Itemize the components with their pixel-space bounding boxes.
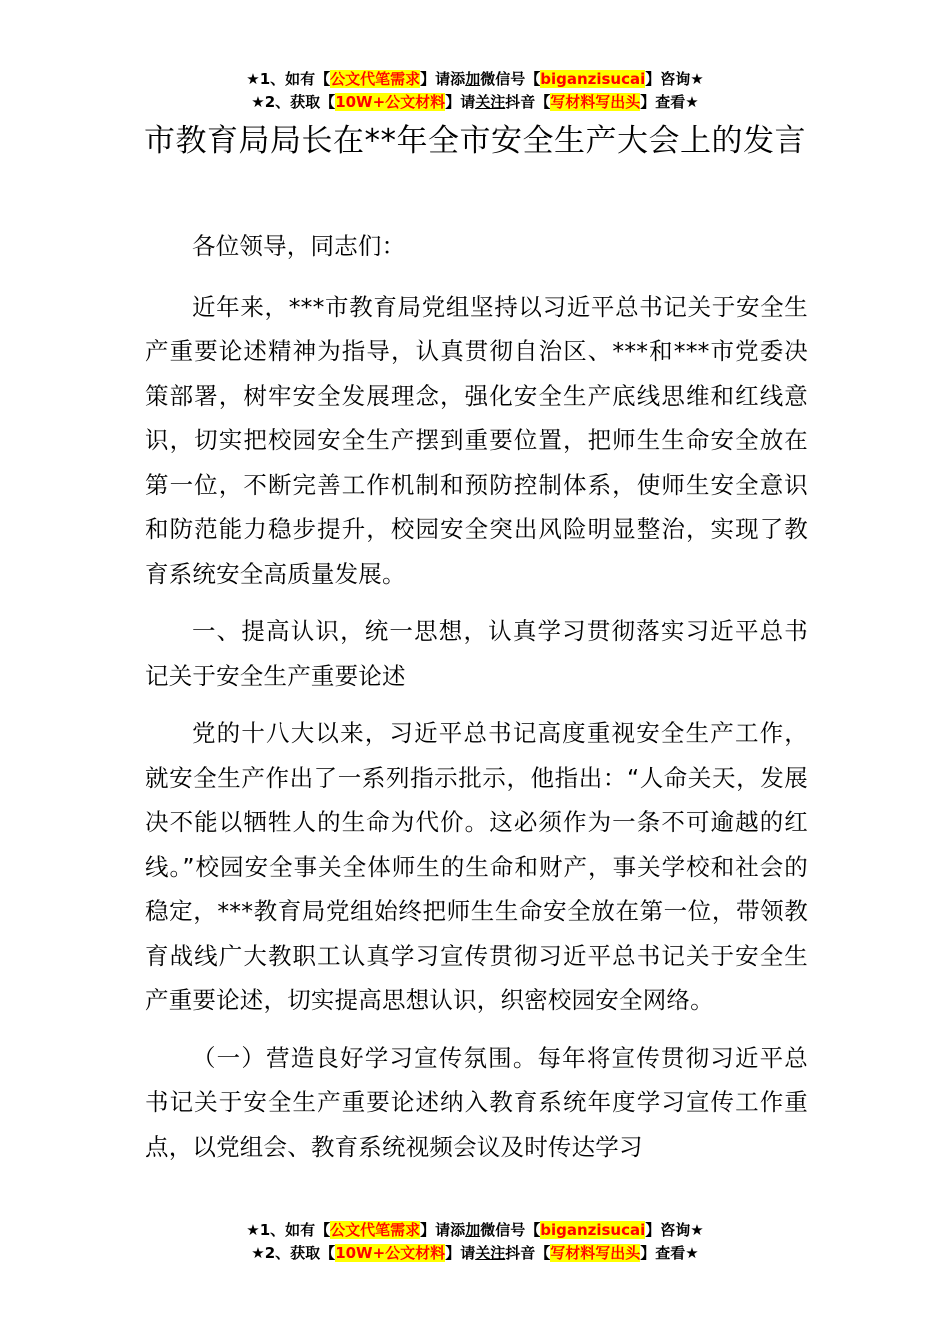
promo-highlight: 10W+公文材料 bbox=[335, 1244, 446, 1262]
promo-text: 抖音【 bbox=[505, 1244, 551, 1262]
document-body bbox=[145, 224, 808, 1182]
promo-highlight: 写材料写出头 bbox=[550, 93, 641, 111]
promo-highlight: biganzisucai bbox=[540, 1221, 646, 1239]
promo-text: ★2、获取【 bbox=[251, 93, 336, 111]
promo-highlight: 10W+公文材料 bbox=[335, 93, 446, 111]
promo-text: 】请 bbox=[445, 1244, 476, 1262]
promo-banner-bottom bbox=[0, 1219, 950, 1265]
promo-text: ★2、获取【 bbox=[251, 1244, 336, 1262]
promo-text: 】请添 bbox=[420, 70, 466, 88]
promo-text: 微信号【 bbox=[480, 70, 541, 88]
promo-underline: 加 bbox=[465, 1221, 481, 1239]
promo-text: 微信号【 bbox=[480, 1221, 541, 1239]
promo-text: 】查看★ bbox=[640, 1244, 699, 1262]
promo-text: 】请 bbox=[445, 93, 476, 111]
promo-text: ★1、如有【 bbox=[246, 1221, 331, 1239]
body-paragraph: 近年来，***市教育局党组坚持以习近平总书记关于安全生产重要论述精神为指导，认真贯彻自治区、***和***市党委决策部署，树牢安全发展理念，强化安全生产底线思维和红线意识，切实把校园安全生产摆到重要位置，把师生生命安全放在第一位，不断完善工作机制和预防控制体系，使师生安全意识和防范能力稳步提升，校园安全突出风险明显整治，实现了教育系统安全高质量发展。 bbox=[145, 292, 808, 588]
promo-line-2 bbox=[0, 91, 950, 114]
promo-text: 】咨询★ bbox=[645, 1221, 704, 1239]
promo-line-2 bbox=[0, 1242, 950, 1265]
promo-highlight: 公文代笔需求 bbox=[330, 70, 421, 88]
body-paragraph: （一）营造良好学习宣传氛围。每年将宣传贯彻习近平总书记关于安全生产重要论述纳入教育系统年度学习宣传工作重点，以党组会、教育系统视频会议及时传达学习 bbox=[145, 1043, 808, 1161]
promo-underline: 关注 bbox=[475, 1244, 506, 1262]
promo-highlight: 写材料写出头 bbox=[550, 1244, 641, 1262]
promo-text: ★1、如有【 bbox=[246, 70, 331, 88]
promo-banner-top bbox=[0, 68, 950, 114]
promo-text: 】咨询★ bbox=[645, 70, 704, 88]
promo-line-1 bbox=[0, 68, 950, 91]
section-heading: 一、提高认识，统一思想，认真学习贯彻落实习近平总书记关于安全生产重要论述 bbox=[145, 617, 808, 690]
document-title: 市教育局局长在**年全市安全生产大会上的发言 bbox=[144, 123, 806, 159]
salutation: 各位领导，同志们： bbox=[192, 232, 406, 260]
promo-text: 】请添 bbox=[420, 1221, 466, 1239]
promo-highlight: biganzisucai bbox=[540, 70, 646, 88]
promo-underline: 加 bbox=[465, 70, 481, 88]
promo-text: 抖音【 bbox=[505, 93, 551, 111]
promo-underline: 关注 bbox=[475, 93, 506, 111]
promo-highlight: 公文代笔需求 bbox=[330, 1221, 421, 1239]
promo-text: 】查看★ bbox=[640, 93, 699, 111]
promo-line-1 bbox=[0, 1219, 950, 1242]
body-paragraph: 党的十八大以来，习近平总书记高度重视安全生产工作，就安全生产作出了一系列指示批示，他指出：“人命关天，发展决不能以牺牲人的生命为代价。这必须作为一条不可逾越的红线。”校园安全事关全体师生的生命和财产，事关学校和社会的稳定，***教育局党组始终把师生生命安全放在第一位，带领教育战线广大教职工认真学习宣传贯彻习近平总书记关于安全生产重要论述，切实提高思想认识，织密校园安全网络。 bbox=[145, 719, 808, 1014]
